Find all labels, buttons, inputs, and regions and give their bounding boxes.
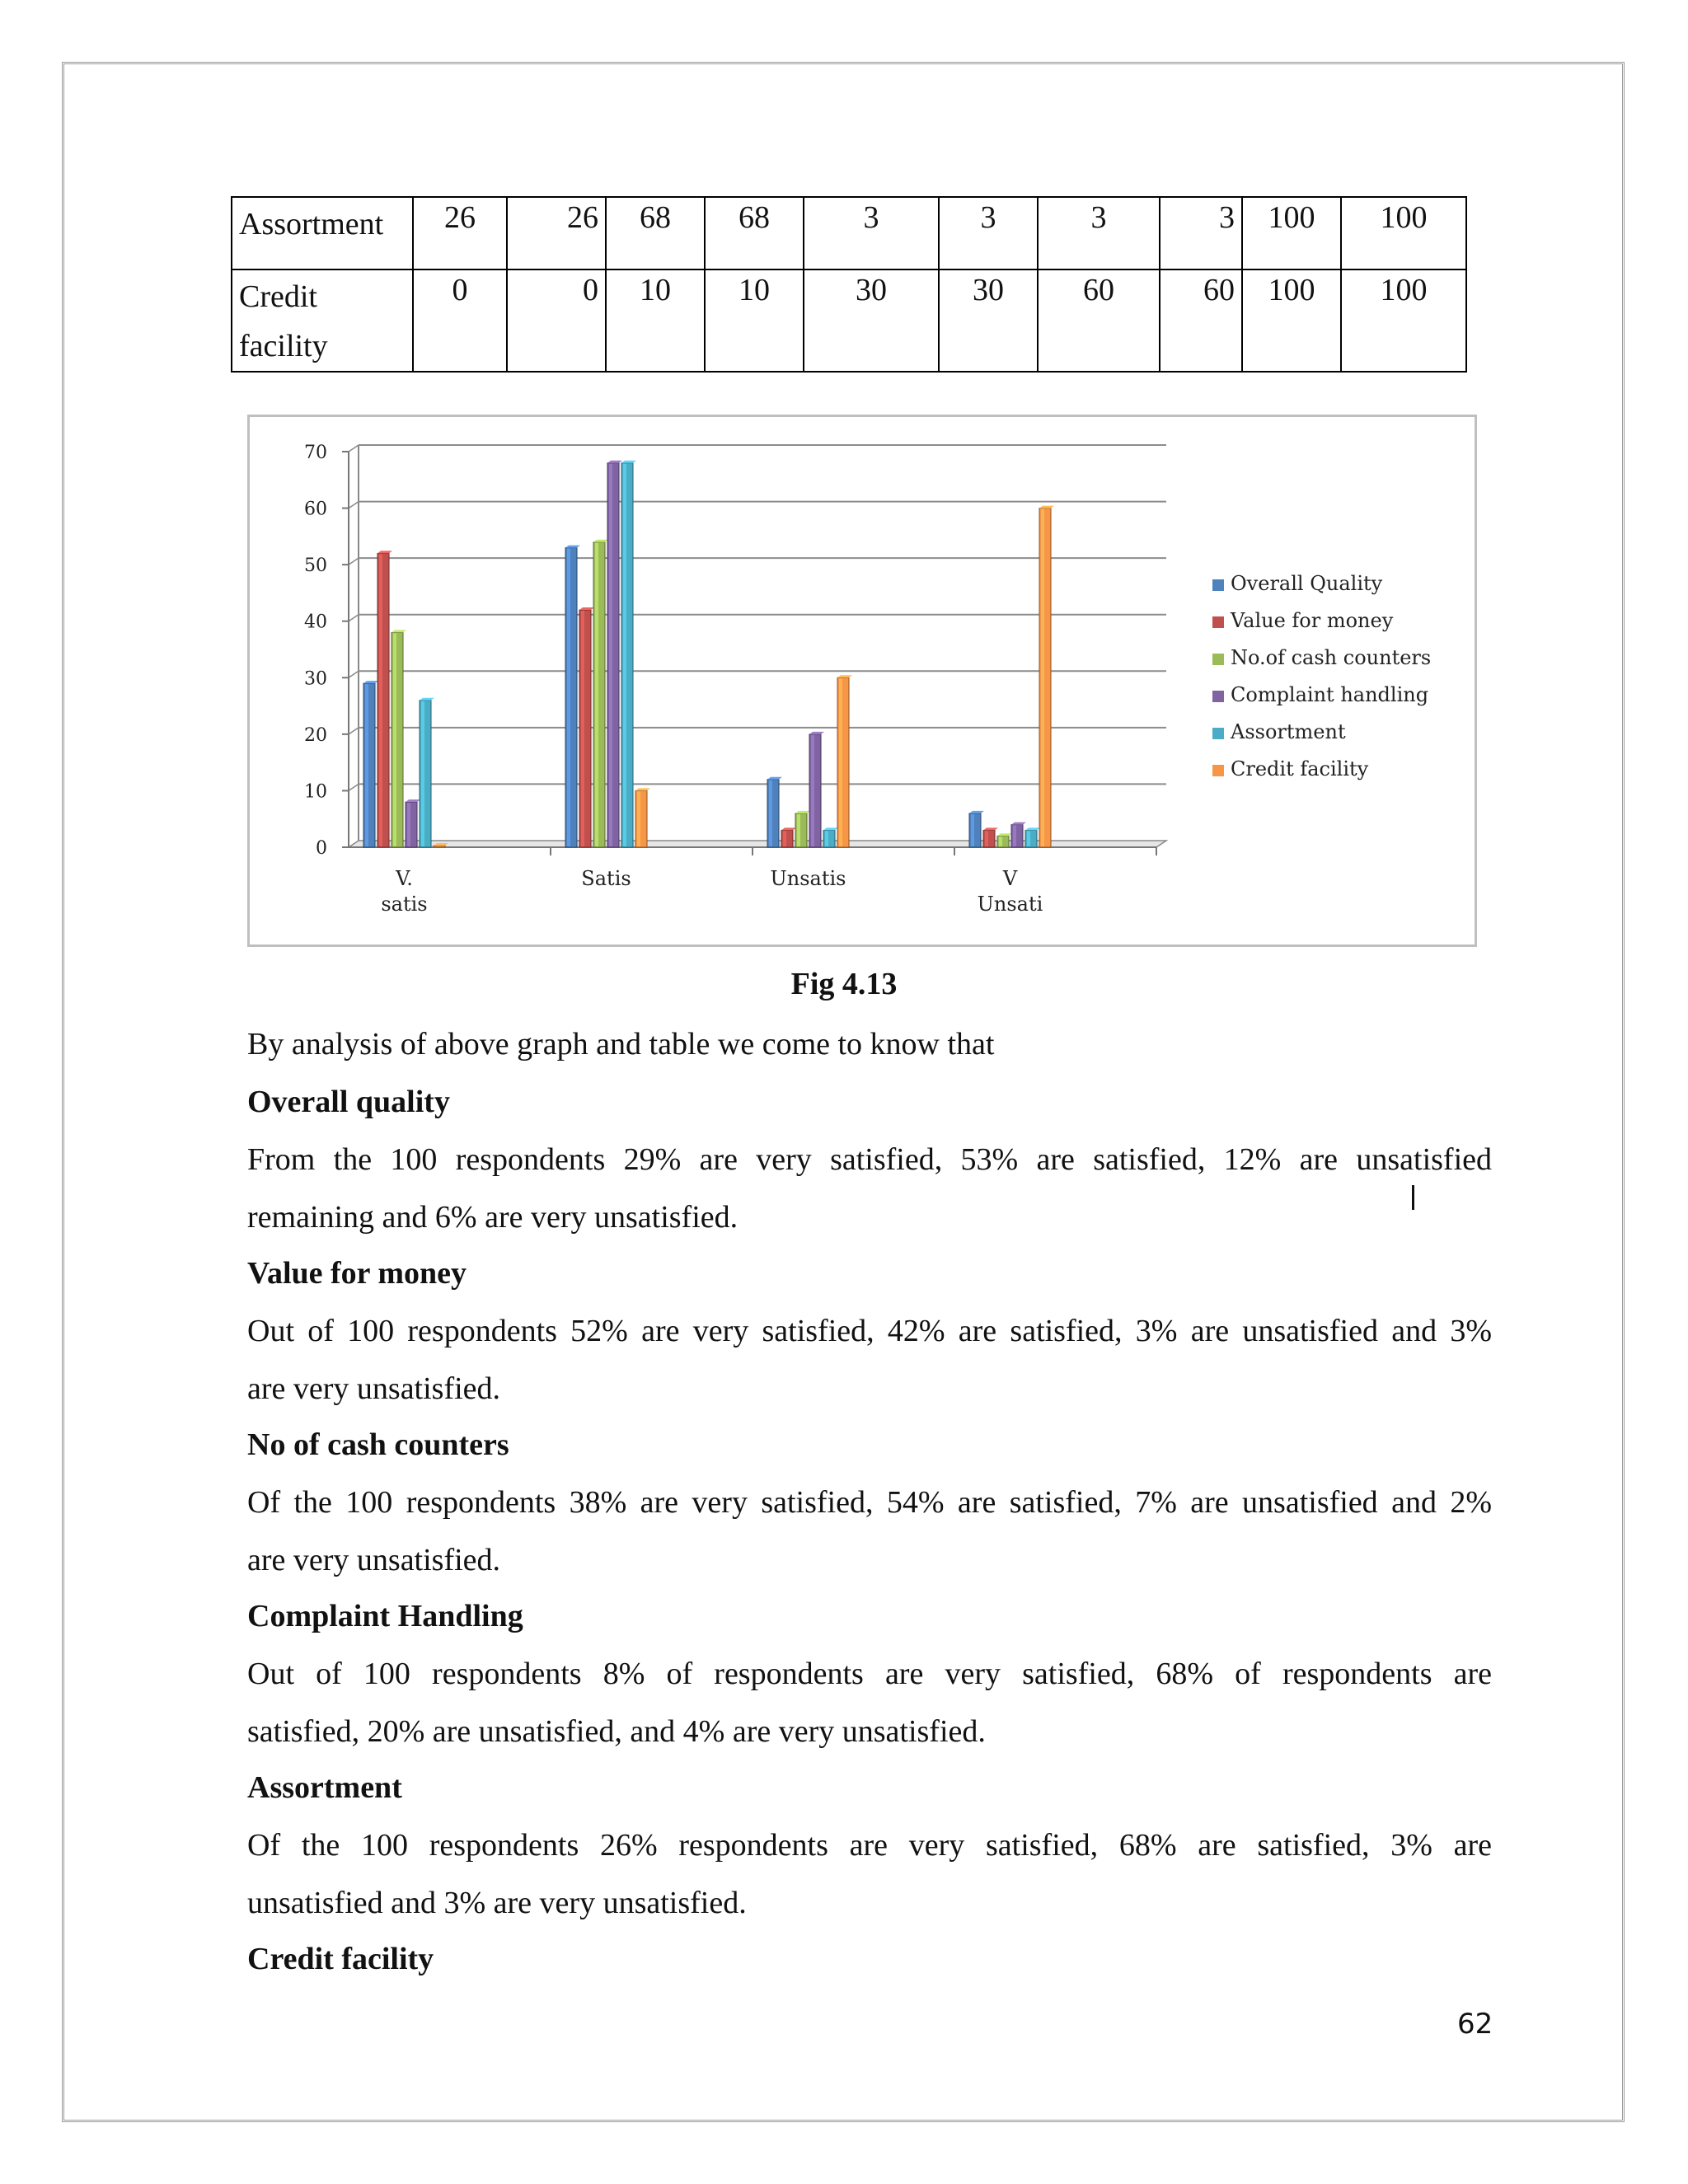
- bar-top: [809, 732, 824, 734]
- bar-highlight: [825, 831, 828, 846]
- bar-highlight: [797, 814, 800, 846]
- page-number: 62: [1457, 2008, 1493, 2041]
- table-cell: 100: [1242, 269, 1341, 372]
- x-tick-label: Unsatis: [770, 867, 846, 890]
- table-cell: 0: [413, 269, 507, 372]
- table-cell: 3: [1038, 197, 1160, 269]
- bar-top: [607, 461, 622, 463]
- bar-top: [621, 461, 636, 463]
- cash-counters-line-2: are very unsatisfied.: [247, 1543, 501, 1577]
- y-tick-label: 20: [304, 724, 327, 746]
- y-tick-label: 40: [304, 612, 327, 633]
- bar-top: [406, 799, 420, 802]
- bar-highlight: [567, 549, 570, 846]
- bar-highlight: [595, 543, 598, 846]
- bar-top: [363, 681, 378, 683]
- table-cell: 10: [705, 269, 804, 372]
- gridline-depth: [349, 558, 359, 565]
- cash-counters-line-1: Of the 100 respondents 38% are very satisfied, 54% are satisfied, 7% are unsatisfied and 2%: [247, 1485, 1492, 1520]
- x-tick-label: satis: [381, 893, 428, 916]
- legend-label: Assortment: [1231, 720, 1346, 743]
- assortment-line-2: unsatisfied and 3% are very unsatisfied.: [247, 1886, 747, 1920]
- y-tick-label: 10: [304, 781, 327, 803]
- legend-label: Value for money: [1231, 609, 1394, 632]
- figure-caption: Fig 4.13: [790, 967, 898, 1001]
- legend-label: Complaint handling: [1231, 683, 1429, 706]
- text-cursor: [1412, 1185, 1414, 1210]
- overall-quality-line-2: remaining and 6% are very unsatisfied.: [247, 1200, 738, 1235]
- bar-highlight: [623, 464, 626, 846]
- gridline-depth: [349, 728, 359, 734]
- bar-highlight: [421, 701, 424, 846]
- x-tick-label: V: [1002, 867, 1018, 890]
- data-table: [231, 196, 1467, 373]
- legend-swatch: [1212, 691, 1224, 702]
- assortment-line-1: Of the 100 respondents 26% respondents are very satisfied, 68% are satisfied, 3% are: [247, 1828, 1492, 1863]
- bar-highlight: [407, 803, 410, 846]
- bar-top: [997, 833, 1012, 836]
- table-cell: 3: [804, 197, 939, 269]
- legend-label: Overall Quality: [1231, 572, 1383, 595]
- bar-top: [635, 788, 650, 790]
- table-cell: 10: [606, 269, 705, 372]
- intro-text: By analysis of above graph and table we come to know that: [247, 1027, 995, 1062]
- legend-swatch: [1212, 728, 1224, 739]
- heading-overall-quality: Overall quality: [247, 1085, 450, 1119]
- legend-swatch: [1212, 579, 1224, 591]
- gridline-depth: [349, 502, 359, 509]
- bar-highlight: [609, 464, 612, 846]
- x-tick-label: Unsati: [977, 893, 1043, 916]
- y-tick-label: 30: [304, 668, 327, 690]
- row-label: Credit facility: [232, 269, 413, 372]
- bar-chart: [250, 417, 1475, 944]
- table-cell: 68: [705, 197, 804, 269]
- x-tick-label: Satis: [581, 867, 631, 890]
- y-tick-label: 0: [316, 838, 327, 859]
- table-cell: 100: [1341, 269, 1466, 372]
- bar-top: [392, 630, 406, 632]
- bar-top: [983, 827, 998, 830]
- bar-top: [377, 551, 392, 553]
- table-cell: 26: [413, 197, 507, 269]
- legend-swatch: [1212, 616, 1224, 628]
- bar-top: [969, 811, 984, 813]
- table-cell: 3: [939, 197, 1038, 269]
- value-for-money-line-1: Out of 100 respondents 52% are very satisfied, 42% are satisfied, 3% are unsatisfied and 3%: [247, 1314, 1492, 1348]
- bar-top: [565, 546, 580, 548]
- legend-swatch: [1212, 765, 1224, 776]
- heading-value-for-money: Value for money: [247, 1256, 467, 1291]
- table-cell: 0: [507, 269, 606, 372]
- bar-highlight: [839, 678, 842, 846]
- bar-top: [781, 827, 796, 830]
- table-cell: 100: [1242, 197, 1341, 269]
- y-tick-label: 60: [304, 499, 327, 520]
- table-cell: 30: [939, 269, 1038, 372]
- bar-highlight: [365, 684, 368, 846]
- heading-credit-facility: Credit facility: [247, 1942, 434, 1976]
- bar-highlight: [769, 780, 772, 846]
- heading-cash-counters: No of cash counters: [247, 1427, 509, 1462]
- table-cell: 60: [1038, 269, 1160, 372]
- gridline-depth: [349, 784, 359, 790]
- gridline-depth: [349, 671, 359, 677]
- table-row: [232, 197, 1466, 269]
- bar-top: [1025, 827, 1040, 830]
- chart-frame: [247, 415, 1477, 947]
- bar-highlight: [581, 611, 584, 846]
- heading-assortment: Assortment: [247, 1770, 402, 1805]
- bar-highlight: [637, 791, 640, 846]
- complaint-handling-line-2: satisfied, 20% are unsatisfied, and 4% are very unsatisfied.: [247, 1714, 986, 1749]
- heading-complaint-handling: Complaint Handling: [247, 1599, 523, 1633]
- bar-top: [823, 827, 838, 830]
- legend-swatch: [1212, 654, 1224, 665]
- legend-label: No.of cash counters: [1231, 646, 1432, 669]
- value-for-money-line-2: are very unsatisfied.: [247, 1371, 501, 1406]
- row-label: Assortment: [232, 197, 413, 269]
- bar-highlight: [971, 814, 974, 846]
- bar-top: [420, 698, 434, 701]
- bar-top: [593, 540, 608, 542]
- bar-highlight: [985, 831, 988, 846]
- table-cell: 60: [1160, 269, 1242, 372]
- bar-top: [767, 777, 782, 780]
- overall-quality-line-1: From the 100 respondents 29% are very satisfied, 53% are satisfied, 12% are unsatisfied: [247, 1142, 1492, 1177]
- bar-top: [1011, 823, 1026, 825]
- table-cell: 30: [804, 269, 939, 372]
- y-tick-label: 50: [304, 555, 327, 577]
- table-row: [232, 269, 1466, 372]
- bar-highlight: [379, 554, 382, 846]
- bar-highlight: [811, 735, 814, 846]
- bar-highlight: [1013, 826, 1016, 846]
- bar-highlight: [783, 831, 786, 846]
- gridline-depth: [349, 615, 359, 621]
- table-cell: 100: [1341, 197, 1466, 269]
- table-cell: 68: [606, 197, 705, 269]
- bar-top: [1039, 506, 1054, 509]
- legend-label: Credit facility: [1231, 757, 1369, 780]
- bar-highlight: [999, 837, 1002, 846]
- bar-highlight: [1041, 509, 1044, 846]
- table-cell: 3: [1160, 197, 1242, 269]
- y-tick-label: 70: [304, 443, 327, 463]
- table-cell: 26: [507, 197, 606, 269]
- bar-top: [795, 811, 810, 813]
- x-tick-label: V.: [396, 867, 413, 890]
- bar-top: [579, 607, 594, 610]
- gridline-depth: [349, 445, 359, 452]
- complaint-handling-line-1: Out of 100 respondents 8% of respondents are very satisfied, 68% of respondents are: [247, 1657, 1492, 1691]
- bar-top: [837, 675, 852, 677]
- bar-highlight: [393, 633, 396, 846]
- bar-highlight: [1027, 831, 1030, 846]
- bar: [434, 846, 445, 847]
